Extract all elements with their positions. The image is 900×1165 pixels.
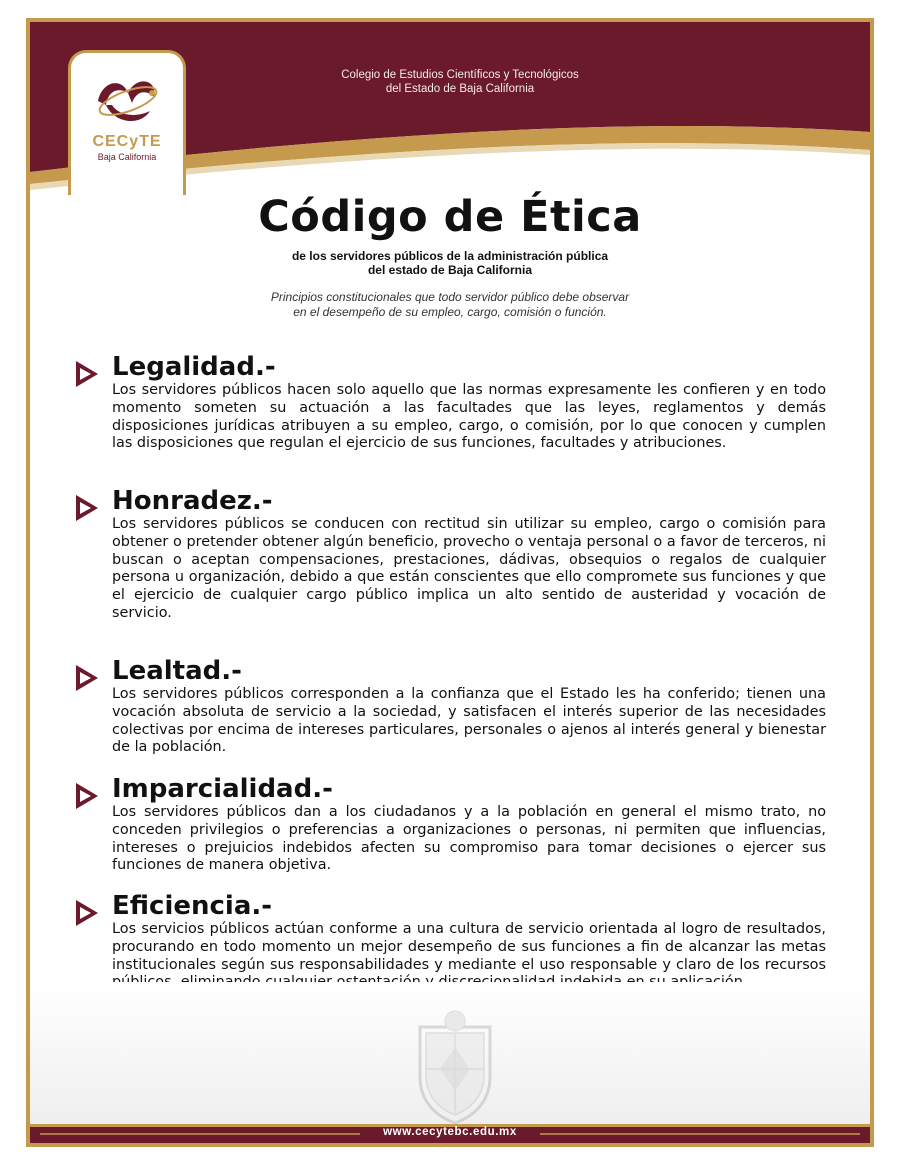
logo-wordmark: CECyTE (92, 133, 162, 150)
institution-name (280, 68, 640, 96)
triangle-bullet-icon (74, 664, 100, 692)
page-title: Código de Ética (258, 192, 642, 242)
triangle-bullet-icon (74, 494, 100, 522)
principle-heading: Lealtad.- (112, 656, 242, 686)
principle-heading: Honradez.- (112, 486, 273, 516)
institution-line-1: Colegio de Estudios Científicos y Tecnológicos (341, 69, 579, 81)
subtitle-line-1: de los servidores públicos de la administración pública (291, 249, 609, 263)
principle-body: Los servicios públicos actúan conforme a una cultura de servicio orientada al logro de resultados, procurando en todo momento un mejor desempeño de sus funciones a fin de alcanzar las metas institucionales según sus responsabilidades y mediante el uso responsable y claro de los recursos (112, 921, 826, 973)
principle-body: Los servidores públicos corresponden a la confianza que el Estado les ha conferido; tienen una vocación absoluta de servicio a la sociedad, y satisfacen el interés superior de las necesidades colectivas por encima de intereses particulares, personales o ajenos al interés general y bienestar de la población. (112, 686, 826, 756)
page-subtitle (30, 249, 870, 277)
intro-line-1: Principios constitucionales que todo servidor público debe observar (270, 290, 630, 304)
principle-body: Los servidores públicos dan a los ciudadanos y a la población en general el mismo trato, no conceden privilegios o preferencias a organizaciones o personas, ni permiten que influencias, intereses o prejuicios indebidos afecten su compromiso para tomar decisiones o ejercer sus funciones de manera objetiva. (112, 804, 826, 874)
intro-text (30, 290, 870, 320)
triangle-bullet-icon (74, 782, 100, 810)
principle-body: Los servidores públicos se conducen con rectitud sin utilizar su empleo, cargo o comisión para obtener o pretender obtener algún beneficio, provecho o ventaja personal o a favor de terceros, ni buscan o aceptan compensaciones, prestaciones, dádivas, obsequios o regalos de cualquier persona u organización, debido a que están conscientes que ello compromete sus funciones y que el ejercicio de cualquier cargo público implica un alto sentido de austeridad y vocación de servicio. (112, 516, 826, 621)
page-frame (26, 18, 874, 1147)
principle-heading: Legalidad.- (112, 352, 276, 382)
logo-subtitle: Baja California (97, 152, 157, 162)
cecyte-logo-icon (88, 71, 168, 131)
intro-line-2: en el desempeño de su empleo, cargo, comisión o función. (293, 305, 607, 319)
triangle-bullet-icon (74, 360, 100, 388)
principle-heading: Eficiencia.- (112, 891, 273, 921)
subtitle-line-2: del estado de Baja California (367, 263, 533, 277)
principle-body: Los servidores públicos hacen solo aquello que las normas expresamente les confieren y en todo momento someten su actuación a las facultades que las leyes, reglamentos y demás disposiciones jurídicas atribuyen a su empleo, cargo, o comisión, por lo que conocen y cumplen las disposiciones que regulan el ejercicio de sus funciones, facultades y atribuciones. (112, 382, 826, 452)
institution-line-2: del Estado de Baja California (385, 83, 535, 95)
logo-card (68, 50, 186, 195)
triangle-bullet-icon (74, 899, 100, 927)
state-seal-icon (412, 1007, 498, 1125)
website-link[interactable]: www.cecytebc.edu.mx (383, 1126, 517, 1138)
principle-heading: Imparcialidad.- (112, 774, 333, 804)
